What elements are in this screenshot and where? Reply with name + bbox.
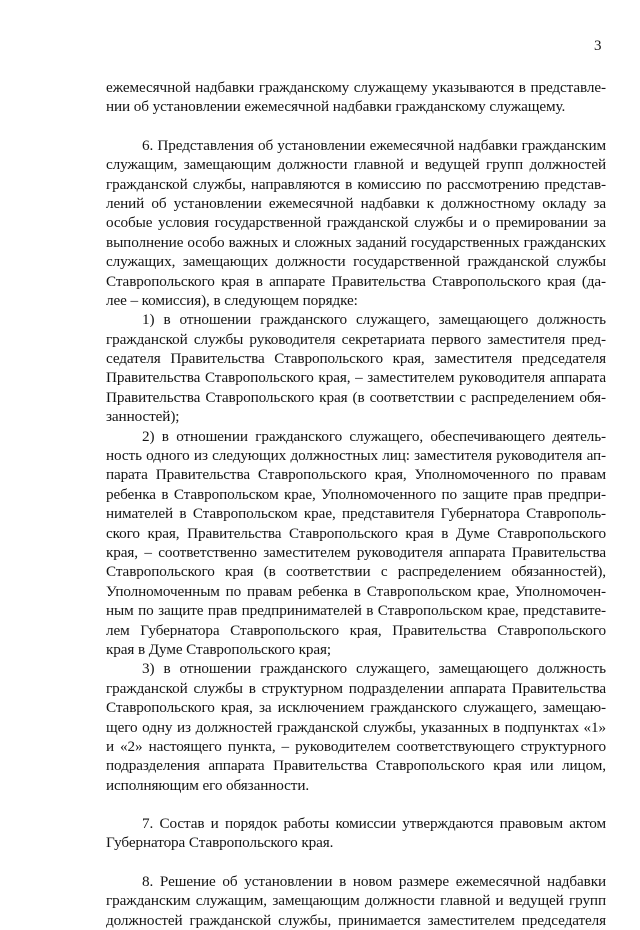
document-body [106,78,606,930]
text-line: Уполномоченным по правам ребенка в Ставропольском крае, Уполномочен- [106,582,606,600]
text-line: ежемесячной надбавки гражданскому служащему указываются в представле- [106,79,606,96]
text-line: ность одного из следующих должностных лиц: заместителя руководителя ап- [106,447,606,465]
text-line: ным по защите прав предпринимателей в Ставропольском крае, представите- [106,602,606,620]
text-line: занностей); [106,408,180,426]
text-line: 6. Представления об установлении ежемесячной надбавки гражданским [142,136,606,154]
text-line: лений об установлении ежемесячной надбавки к должностному окладу за [106,194,606,212]
text-line: и «2» настоящего пункта, – руководителем соответствующего структурного [106,737,606,755]
text-line: Ставропольского края в аппарате Правительства Ставропольского края (да- [106,272,606,290]
text-line: особые условия государственной гражданской службы и о премировании за [106,214,606,232]
text-line: Правительства Ставропольского края, – заместителем руководителя аппарата [106,369,606,387]
text-line: лем Губернатора Ставропольского края, Правительства Ставропольского [106,621,606,639]
page-number: 3 [594,38,602,54]
text-line: гражданской службы руководителя секретариата первого заместителя пред- [106,330,606,348]
text-line: седателя Правительства Ставропольского края, заместителя председателя [106,350,606,368]
text-line: 3) в отношении гражданского служащего, замещающего должность [142,660,606,678]
text-line: служащих, замещающих должности государственной гражданской службы [106,253,606,271]
text-line: края, – соответственно заместителем руководителя аппарата Правительства [106,543,606,561]
text-line: нимателей в Ставропольском крае, представителя Губернатора Ставрополь- [106,505,606,523]
text-line: исполняющим его обязанности. [106,776,310,794]
text-line: 2) в отношении гражданского служащего, обеспечивающего деятель- [142,427,606,445]
text-line: ребенка в Ставропольском крае, Уполномоченного по защите прав предпри- [106,485,606,503]
text-line: лее – комиссия), в следующем порядке: [106,291,358,309]
text-line: служащим, замещающим должности главной и ведущей групп должностей [106,156,606,174]
text-line: края в Думе Ставропольского края; [106,640,332,658]
text-line: 1) в отношении гражданского служащего, замещающего должность [142,311,606,329]
text-line: Ставропольского края (в соответствии с распределением обязанностей), [106,563,606,581]
text-line: Правительства Ставропольского края (в соответствии с распределением обя- [106,388,606,406]
text-line: выполнение особо важных и сложных заданий государственных гражданских [106,233,606,251]
paragraph-7 [106,814,606,853]
text-line: парата Правительства Ставропольского края, Уполномоченного по правам [106,466,606,484]
text-line: гражданской службы в структурном подразделении аппарата Правительства [106,679,606,697]
text-line: 7. Состав и порядок работы комиссии утверждаются правовым актом [142,815,606,833]
text-line: подразделения аппарата Правительства Ставропольского края или лицом, [106,757,606,775]
text-line: гражданским служащим, замещающим должности главной и ведущей групп [106,892,606,910]
text-line: Ставропольского края, за исключением гражданского служащего, замещаю- [106,699,606,717]
text-line: щего одну из должностей гражданской службы, указанных в подпунктах «1» [106,718,606,736]
text-line: нии об установлении ежемесячной надбавки гражданскому служащему. [106,98,566,116]
text-line: гражданской службы, направляются в комиссию по рассмотрению представ- [106,175,606,193]
text-line: должностей гражданской службы, принимается заместителем председателя [106,911,606,929]
paragraph-6 [106,136,606,795]
text-line: Губернатора Ставропольского края. [106,834,334,852]
paragraph-continuation [106,78,606,117]
text-line: 8. Решение об установлении в новом размере ежемесячной надбавки [142,872,606,890]
text-line: ского края, Правительства Ставропольского края в Думе Ставропольского [106,524,606,542]
